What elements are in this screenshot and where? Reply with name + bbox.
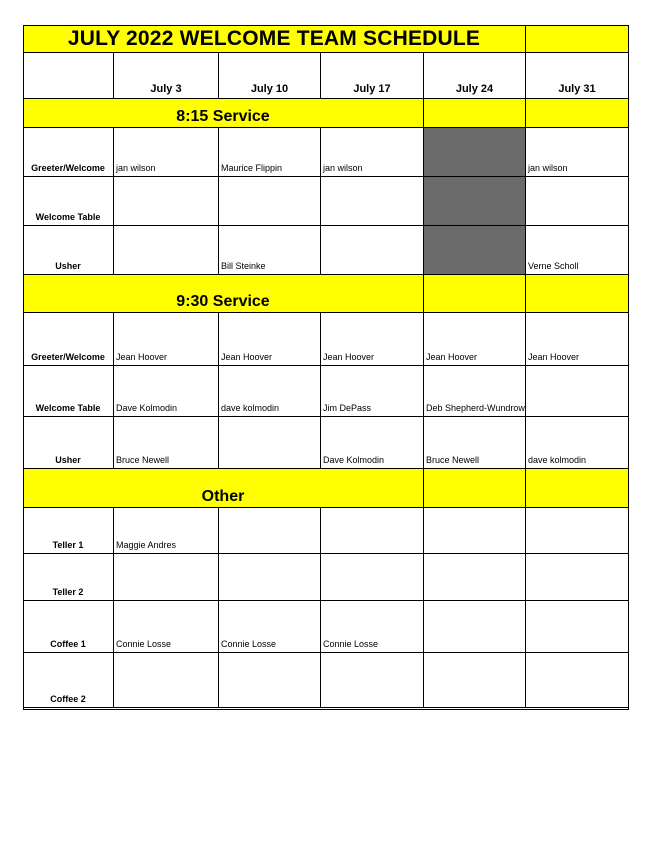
volunteer-cell <box>424 508 526 554</box>
section-filler-cell <box>424 469 526 508</box>
volunteer-cell <box>321 653 424 708</box>
section-filler-cell <box>424 275 526 313</box>
date-header: July 31 <box>526 53 629 99</box>
volunteer-cell: Deb Shepherd-Wundrow <box>424 366 526 417</box>
role-label: Usher <box>23 417 114 469</box>
schedule-sheet <box>23 25 629 710</box>
volunteer-cell <box>114 177 219 226</box>
role-label: Coffee 1 <box>23 601 114 653</box>
role-label: Coffee 2 <box>23 653 114 708</box>
role-label: Welcome Table <box>23 366 114 417</box>
role-label: Greeter/Welcome <box>23 128 114 177</box>
date-header: July 3 <box>114 53 219 99</box>
volunteer-cell: Bruce Newell <box>114 417 219 469</box>
volunteer-cell <box>219 554 321 601</box>
page-title: JULY 2022 WELCOME TEAM SCHEDULE <box>23 25 526 53</box>
volunteer-cell: jan wilson <box>114 128 219 177</box>
volunteer-cell: dave kolmodin <box>219 366 321 417</box>
unavailable-cell <box>424 226 526 275</box>
section-filler-cell <box>526 275 629 313</box>
role-label: Teller 1 <box>23 508 114 554</box>
volunteer-cell: Jean Hoover <box>114 313 219 366</box>
volunteer-cell <box>219 177 321 226</box>
role-label: Usher <box>23 226 114 275</box>
volunteer-cell <box>219 653 321 708</box>
volunteer-cell <box>424 554 526 601</box>
section-filler-cell <box>526 99 629 128</box>
volunteer-cell: Connie Losse <box>114 601 219 653</box>
volunteer-cell: Dave Kolmodin <box>114 366 219 417</box>
volunteer-cell: Maggie Andres <box>114 508 219 554</box>
volunteer-cell: Maurice Flippin <box>219 128 321 177</box>
section-title: 8:15 Service <box>23 99 424 128</box>
volunteer-cell <box>526 508 629 554</box>
volunteer-cell <box>114 554 219 601</box>
volunteer-cell <box>114 226 219 275</box>
volunteer-cell <box>526 653 629 708</box>
volunteer-cell: Verne Scholl <box>526 226 629 275</box>
section-title: 9:30 Service <box>23 275 424 313</box>
volunteer-cell: Connie Losse <box>219 601 321 653</box>
date-header: July 10 <box>219 53 321 99</box>
section-filler-cell <box>424 99 526 128</box>
volunteer-cell <box>219 508 321 554</box>
date-header: July 24 <box>424 53 526 99</box>
volunteer-cell <box>526 366 629 417</box>
volunteer-cell: jan wilson <box>526 128 629 177</box>
volunteer-cell <box>526 601 629 653</box>
volunteer-cell <box>424 653 526 708</box>
role-label: Greeter/Welcome <box>23 313 114 366</box>
volunteer-cell: Bruce Newell <box>424 417 526 469</box>
role-label: Welcome Table <box>23 177 114 226</box>
date-header: July 17 <box>321 53 424 99</box>
volunteer-cell <box>321 554 424 601</box>
section-filler-cell <box>526 469 629 508</box>
unavailable-cell <box>424 177 526 226</box>
volunteer-cell: jan wilson <box>321 128 424 177</box>
volunteer-cell <box>526 554 629 601</box>
volunteer-cell: Jean Hoover <box>219 313 321 366</box>
date-header-blank <box>23 53 114 99</box>
volunteer-cell <box>526 177 629 226</box>
volunteer-cell: Connie Losse <box>321 601 424 653</box>
volunteer-cell: Jim DePass <box>321 366 424 417</box>
role-label: Teller 2 <box>23 554 114 601</box>
title-filler-cell <box>526 25 629 53</box>
volunteer-cell: Jean Hoover <box>424 313 526 366</box>
volunteer-cell <box>219 417 321 469</box>
volunteer-cell <box>321 177 424 226</box>
unavailable-cell <box>424 128 526 177</box>
volunteer-cell: Dave Kolmodin <box>321 417 424 469</box>
section-title: Other <box>23 469 424 508</box>
volunteer-cell: Jean Hoover <box>526 313 629 366</box>
volunteer-cell: Jean Hoover <box>321 313 424 366</box>
volunteer-cell <box>321 508 424 554</box>
volunteer-cell: Bill Steinke <box>219 226 321 275</box>
volunteer-cell <box>321 226 424 275</box>
volunteer-cell <box>424 601 526 653</box>
volunteer-cell: dave kolmodin <box>526 417 629 469</box>
volunteer-cell <box>114 653 219 708</box>
